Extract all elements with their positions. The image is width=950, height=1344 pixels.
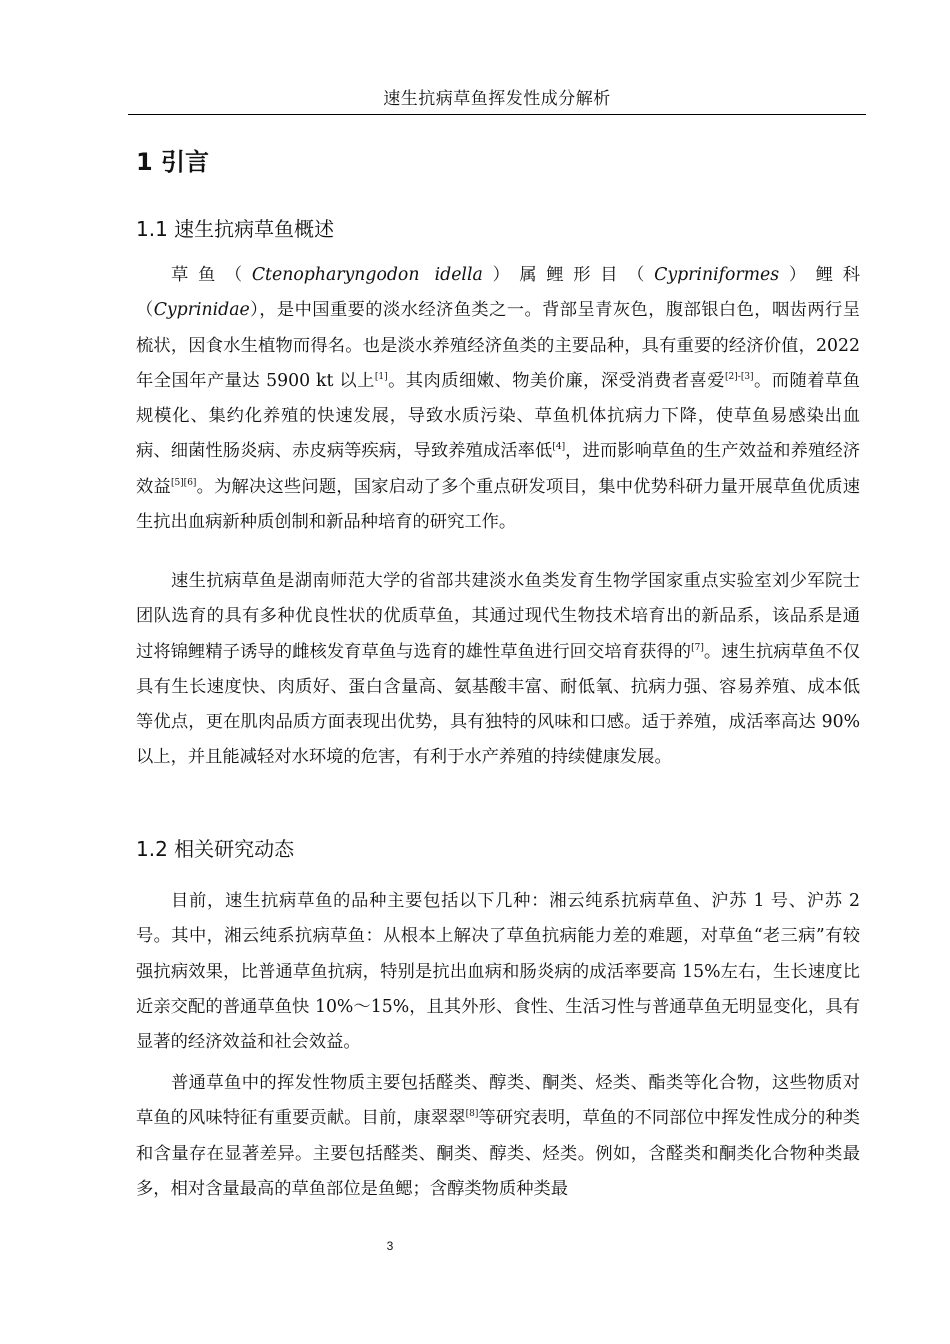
- paragraph-text: ，进而影响草鱼的生产效益和养殖经济效益: [136, 441, 860, 497]
- header-rule: [128, 114, 866, 115]
- paragraph-fast-growing-strain: [136, 564, 860, 776]
- chapter-title: 1 引言: [136, 148, 210, 176]
- latin-family-name: Cyprinidae: [153, 300, 250, 321]
- latin-species-name: Ctenopharyngodon idella: [251, 265, 483, 285]
- paragraph-text: 草鱼（: [171, 265, 252, 285]
- running-header-title: 速生抗病草鱼挥发性成分解析: [383, 89, 611, 109]
- paragraph-text: ）属鲤形目（: [482, 265, 655, 285]
- section-title-1-1: 1.1 速生抗病草鱼概述: [136, 217, 335, 241]
- paragraph-text: ）鲤科（: [136, 265, 860, 321]
- paragraph-grass-carp-overview: [136, 258, 860, 540]
- paragraph-text: 普通草鱼中的挥发性物质主要包括醛类、醇类、酮类、烃类、酯类等化合物，这些物质对草鱼的风味特征有重要贡献。目前，康翠翠: [136, 1073, 860, 1129]
- paragraph-text: 。而随着草鱼规模化、集约化养殖的快速发展，导致水质污染、草鱼机体抗病力下降，使草鱼易感染出血病、细菌性肠炎病、赤皮病等疾病，导致养殖成活率低: [136, 370, 860, 462]
- paragraph-text: ），是中国重要的淡水经济鱼类之一。背部呈青灰色，腹部银白色，咽齿两行呈梳状，因食水生植物而得名。也是淡水养殖经济鱼类的主要品种，具有重要的经济价值，2022年全国年产量达 5900 kt 以上: [136, 300, 860, 391]
- citation-ref: [4]: [552, 442, 566, 453]
- paragraph-text: 目前，速生抗病草鱼的品种主要包括以下几种：湘云纯系抗病草鱼、沪苏 1 号、沪苏 2 号。其中，湘云纯系抗病草鱼：从根本上解决了草鱼抗病能力差的难题，对草鱼“老三病”有较强抗病效果，比普通草鱼抗病，特别是抗出血病和肠炎病的成活率要高 15%左右，生长速度比近亲交配的普通草鱼快 10%～15%，且其外形、食性、生活习性与普通草鱼无明显变化，具有显著的经济效益和社会效益。: [136, 891, 860, 1053]
- citation-ref: [5][6]: [170, 477, 197, 488]
- paragraph-strain-varieties: [136, 884, 860, 1060]
- paragraph-text: 等研究表明，草鱼的不同部位中挥发性成分的种类和含量存在显著差异。主要包括醛类、酮类、醇类、烃类。例如，含醛类和酮类化合物种类最多，相对含量最高的草鱼部位是鱼鳃；含醇类物质种类最: [136, 1108, 860, 1199]
- citation-ref: [7]: [691, 642, 704, 653]
- paragraph-text: 。为解决这些问题，国家启动了多个重点研发项目，集中优势科研力量开展草鱼优质速生抗出血病新种质创制和新品种培育的研究工作。: [136, 476, 860, 533]
- paragraph-text: 。其肉质细嫩、物美价廉，深受消费者喜爱: [387, 370, 726, 391]
- paragraph-text: 速生抗病草鱼是湖南师范大学的省部共建淡水鱼类发育生物学国家重点实验室刘少军院士团队选育的具有多种优良性状的优质草鱼，其通过现代生物技术培育出的新品系，该品系是通过将锦鲤精子诱导的雌核发育草鱼与选育的雄性草鱼进行回交培育获得的: [136, 571, 860, 662]
- paragraph-volatile-compounds: [136, 1066, 860, 1207]
- page-number: 3: [386, 1239, 394, 1253]
- citation-ref: [2]-[3]: [725, 371, 754, 382]
- latin-order-name: Cypriniformes: [654, 265, 780, 285]
- citation-ref: [8]: [465, 1109, 479, 1120]
- section-title-1-2: 1.2 相关研究动态: [136, 837, 295, 861]
- paragraph-text: 。速生抗病草鱼不仅具有生长速度快、肉质好、蛋白含量高、氨基酸丰富、耐低氧、抗病力强、容易养殖、成本低等优点，更在肌肉品质方面表现出优势，具有独特的风味和口感。适于养殖，成活率高达 90%以上，并且能减轻对水环境的危害，有利于水产养殖的持续健康发展。: [136, 641, 860, 768]
- citation-ref: [1]: [374, 371, 388, 382]
